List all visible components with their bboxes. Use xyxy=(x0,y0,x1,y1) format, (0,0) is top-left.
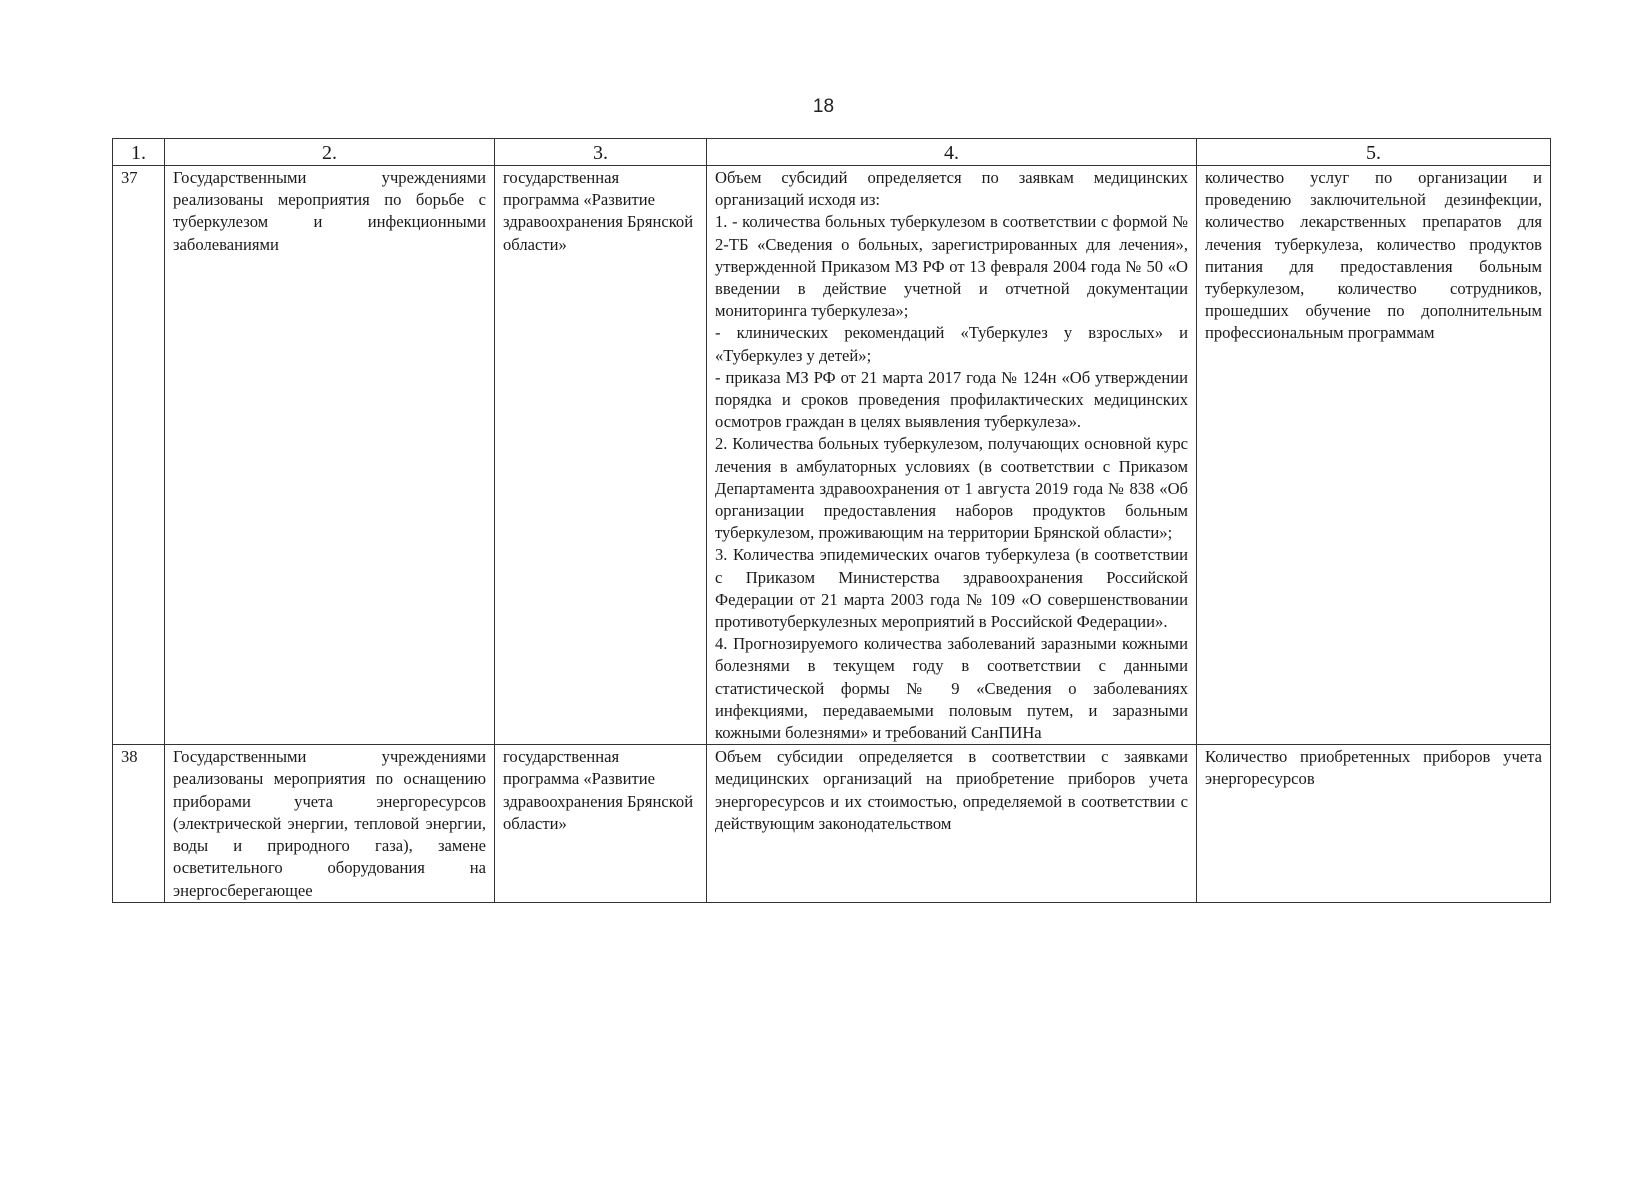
program-name: государственная программа «Развитие здравоохранения Брянской области» xyxy=(495,745,707,902)
result-indicator: Количество приобретенных приборов учета энергоресурсов xyxy=(1197,745,1551,902)
page-number: 18 xyxy=(812,96,835,117)
column-header-2: 2. xyxy=(165,139,495,166)
program-name: государственная программа «Развитие здравоохранения Брянской области» xyxy=(495,166,707,745)
column-header-1: 1. xyxy=(113,139,165,166)
table-row xyxy=(113,166,1551,745)
measure-description: Государственными учреждениями реализованы мероприятия по оснащению приборами учета энергоресурсов (электрической энергии, тепловой энергии, воды и природного газа), замене осветительного оборудования на энергосберегающее xyxy=(165,745,495,902)
table-row xyxy=(113,745,1551,902)
table-header-row xyxy=(113,139,1551,166)
row-number: 38 xyxy=(113,745,165,902)
subsidy-calculation: Объем субсидии определяется в соответствии с заявками медицинских организаций на приобретение приборов учета энергоресурсов и их стоимостью, определяемой в соответствии с действующим законодательством xyxy=(707,745,1197,902)
row-number: 37 xyxy=(113,166,165,745)
column-header-4: 4. xyxy=(707,139,1197,166)
column-header-5: 5. xyxy=(1197,139,1551,166)
subsidy-calculation: Объем субсидий определяется по заявкам медицинских организаций исходя из: 1. - количества больных туберкулезом в соответствии с формой № 2-ТБ «Сведения о больных, зарегистрированных для лечения», утвержденной Приказом МЗ РФ от 13 февраля 2004 года № 50 «О введении в действие учетной и отчетной документации мониторинга туберкулеза»; - клинических рекомендаций «Туберкулез у взрослых» и «Туберкулез у детей»; - приказа МЗ РФ от 21 марта 2017 года № 124н «Об утверждении порядка и сроков проведения профилактических медицинских осмотров граждан в целях выявления туберкулеза». 2. Количества больных туберкулезом, получающих основной курс лечения в амбулаторных условиях (в соответствии с Приказом Департамента здравоохранения от 1 августа 2019 года № 838 «Об организации предоставления наборов продуктов больным туберкулезом, проживающим на территории Брянской области»; 3. Количества эпидемических очагов туберкулеза (в соответствии с Приказом Министерства здравоохранения Российской Федерации от 21 марта 2003 года № 109 «О совершенствовании противотуберкулезных мероприятий в Российской Федерации». 4. Прогнозируемого количества заболеваний заразными кожными болезнями в текущем году в соответствии с данными статистической формы № 9 «Сведения о заболеваниях инфекциями, передаваемыми половым путем, и заразными кожными болезнями» и требований СанПИНа xyxy=(707,166,1197,745)
subsidy-table xyxy=(112,138,1551,903)
measure-description: Государственными учреждениями реализованы мероприятия по борьбе с туберкулезом и инфекционными заболеваниями xyxy=(165,166,495,745)
column-header-3: 3. xyxy=(495,139,707,166)
result-indicator: количество услуг по организации и проведению заключительной дезинфекции, количество лекарственных препаратов для лечения туберкулеза, количество продуктов питания для предоставления больным туберкулезом, количество сотрудников, прошедших обучение по дополнительным профессиональным программам xyxy=(1197,166,1551,745)
